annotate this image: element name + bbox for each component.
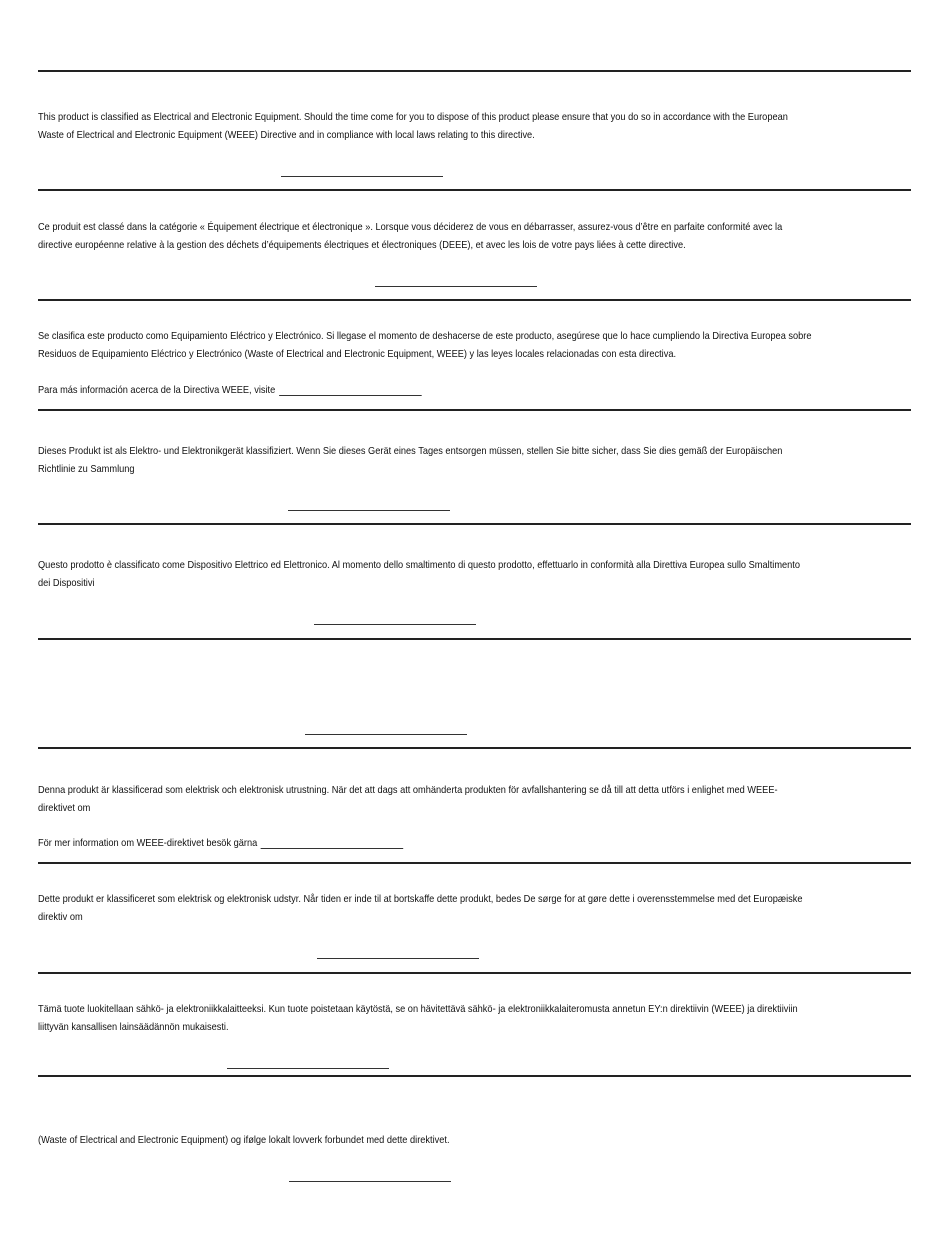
link-underline[interactable] (317, 958, 479, 959)
link-underline[interactable] (289, 1181, 451, 1182)
section-divider (38, 70, 911, 72)
weee-paragraph-de: Dieses Produkt ist als Elektro- und Elektronikgerät klassifiziert. Wenn Sie dieses Gerät eines Tages entsorgen müssen, stellen Sie bitte sicher, dass Sie dies gemäß der Europäischen Richtlinie zu Sammlung (38, 445, 783, 475)
section-divider (38, 409, 911, 411)
link-underline[interactable] (279, 395, 422, 396)
weee-paragraph-da: Dette produkt er klassificeret som elektrisk og elektronisk udstyr. Når tiden er inde til at bortskaffe dette produkt, bedes De sørge for at gøre dette i overensstemmelse med det Europæiske direktiv om (38, 893, 803, 923)
weee-paragraph-sv: Denna produkt är klassificerad som elektrisk och elektronisk utrustning. När det att dags att omhänderta produkten för avfallshantering se då till att detta utförs i enlighet med WEEE-direktivet om (38, 784, 778, 814)
section-divider (38, 1075, 911, 1077)
section-divider (38, 189, 911, 191)
link-underline[interactable] (288, 510, 450, 511)
section-divider (38, 747, 911, 749)
section-divider (38, 862, 911, 864)
link-underline[interactable] (261, 848, 404, 849)
section-divider (38, 523, 911, 525)
weee-info-es (38, 381, 812, 399)
link-underline[interactable] (314, 624, 476, 625)
link-underline[interactable] (375, 286, 537, 287)
weee-info-sv (38, 834, 812, 852)
info-label: Para más información acerca de la Directiva WEEE, visite (38, 384, 276, 396)
link-underline[interactable] (305, 734, 467, 735)
link-underline[interactable] (227, 1068, 389, 1069)
section-divider (38, 972, 911, 974)
weee-paragraph-en: This product is classified as Electrical and Electronic Equipment. Should the time come for you to dispose of this product please ensure that you do so in accordance with the European Waste of Electrical and Electronic Equipment (WEEE) Directive and in compliance with local laws relating to this directive. (38, 111, 788, 141)
section-divider (38, 299, 911, 301)
section-divider (38, 638, 911, 640)
link-underline[interactable] (281, 176, 443, 177)
info-label: För mer information om WEEE-direktivet besök gärna (38, 837, 258, 849)
weee-paragraph-fi: Tämä tuote luokitellaan sähkö- ja elektroniikkalaitteeksi. Kun tuote poistetaan käytöstä, se on hävitettävä sähkö- ja elektroniikkalaiteromusta annetun EY:n direktiivin (WEEE) ja direktiiviin liittyvän kansallisen lainsäädännön mukaisesti. (38, 1003, 798, 1033)
weee-paragraph-it: Questo prodotto è classificato come Dispositivo Elettrico ed Elettronico. Al momento dello smaltimento di questo prodotto, effettuarlo in conformità alla Direttiva Europea sullo Smaltimento dei Dispositivi (38, 559, 800, 589)
weee-paragraph-es: Se clasifica este producto como Equipamiento Eléctrico y Electrónico. Si llegase el momento de deshacerse de este producto, asegúrese que lo hace cumpliendo la Directiva Europea sobre Residuos de Equipamiento Eléctrico y Electrónico (Waste of Electrical and Electronic Equipment, WEEE) y las leyes locales relacionadas con esta directiva. (38, 330, 812, 360)
weee-paragraph-fr: Ce produit est classé dans la catégorie « Équipement électrique et électronique ». Lorsque vous déciderez de vous en débarrasser, assurez-vous d’être en parfaite conformité avec la directive européenne relative à la gestion des déchets d’équipements électriques et électroniques (DEEE), et avec les lois de votre pays liées à cette directive. (38, 221, 783, 251)
weee-paragraph-no: (Waste of Electrical and Electronic Equipment) og ifølge lokalt lovverk forbundet med dette direktivet. (38, 1134, 450, 1146)
